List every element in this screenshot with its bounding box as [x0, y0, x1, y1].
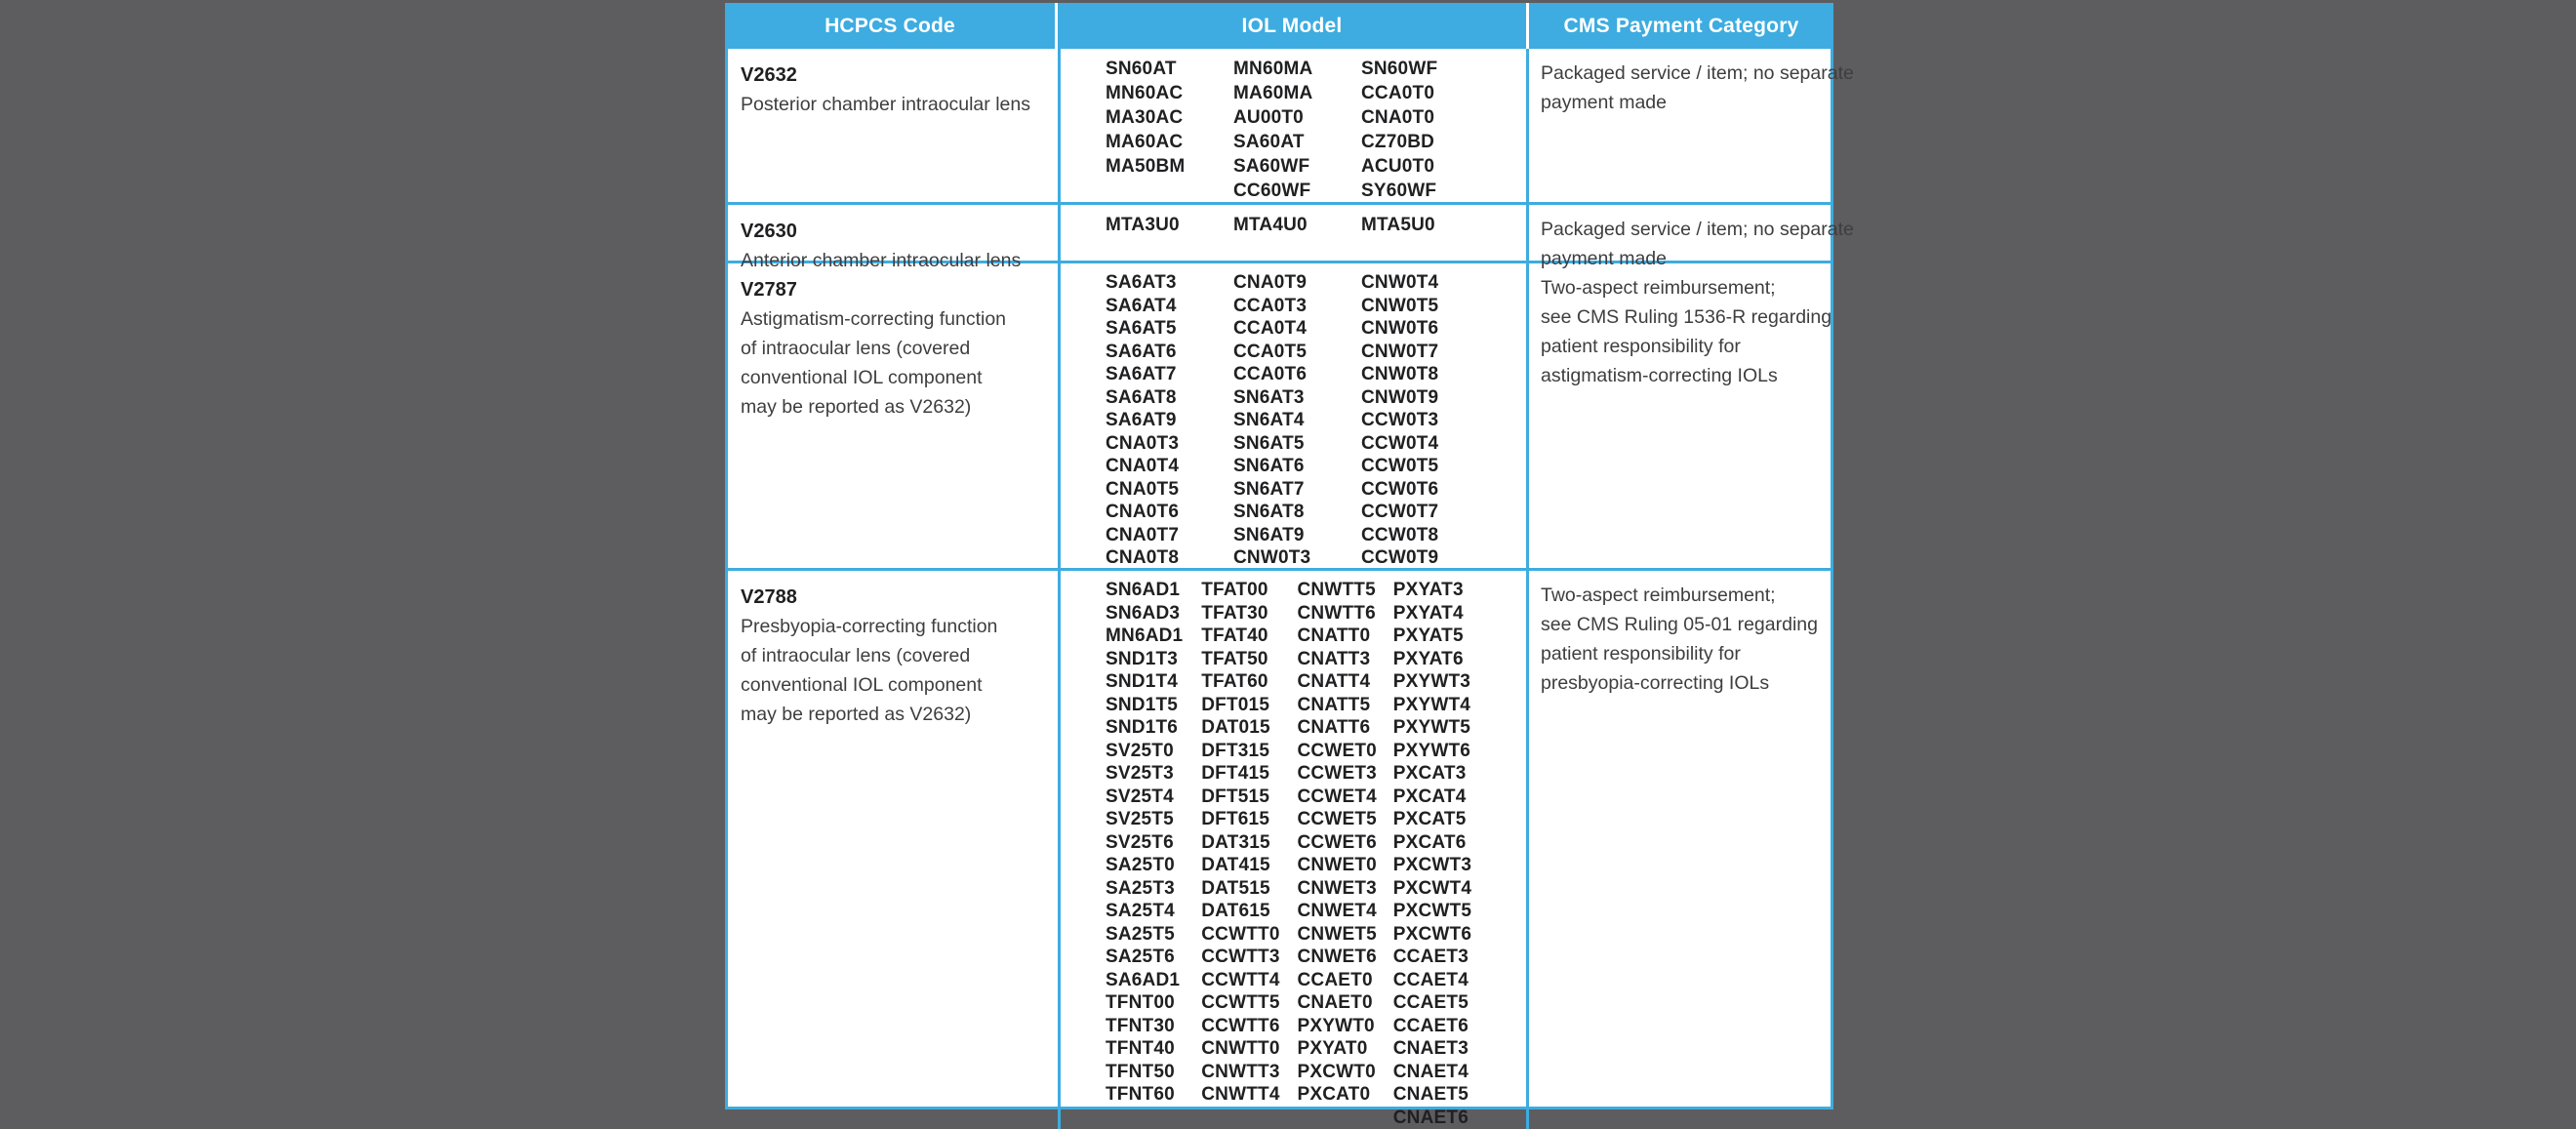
- iol-model-code: CNATT4: [1298, 670, 1393, 694]
- iol-model-code: SA60WF: [1233, 154, 1361, 179]
- iol-model-code: DFT015: [1201, 694, 1297, 717]
- iol-model-code: AU00T0: [1233, 105, 1361, 130]
- hcpcs-iol-table: [725, 3, 1833, 1109]
- iol-model-code: CCAET4: [1393, 969, 1489, 992]
- iol-model-code: SV25T3: [1106, 762, 1201, 786]
- iol-model-code: CCWET3: [1298, 762, 1393, 786]
- iol-model-code: SA6AT7: [1106, 363, 1233, 386]
- iol-model-code: SND1T3: [1106, 648, 1201, 671]
- table-row: [728, 49, 1831, 205]
- hcpcs-description: [741, 90, 1048, 119]
- iol-model-code: MA60MA: [1233, 81, 1361, 105]
- table-row: [728, 205, 1831, 263]
- payment-category-line: Packaged service / item; no separate: [1541, 215, 1821, 244]
- iol-model-code: SN6AT3: [1233, 386, 1361, 410]
- iol-model-code: CCA0T3: [1233, 295, 1361, 318]
- iol-model-code: CNWET3: [1298, 877, 1393, 901]
- iol-model-code: MA60AC: [1106, 130, 1233, 154]
- table-row: [728, 263, 1831, 571]
- iol-model-code: SV25T6: [1106, 831, 1201, 855]
- iol-model-code: TFAT30: [1201, 602, 1297, 625]
- iol-model-code: CNATT0: [1298, 625, 1393, 648]
- payment-category-line: presbyopia-correcting IOLs: [1541, 668, 1821, 698]
- iol-model-code: SND1T4: [1106, 670, 1201, 694]
- iol-model-code: TFNT30: [1106, 1015, 1201, 1038]
- iol-model-code: SN60WF: [1361, 57, 1489, 81]
- iol-model-code: CCW0T4: [1361, 432, 1489, 456]
- iol-model-code: SA6AT3: [1106, 271, 1233, 295]
- hcpcs-cell: [728, 263, 1058, 570]
- iol-model-code: CNA0T4: [1106, 455, 1233, 478]
- iol-model-column: [1106, 57, 1233, 203]
- iol-model-code: CNAET6: [1393, 1107, 1489, 1129]
- iol-model-code: SN6AT8: [1233, 501, 1361, 524]
- iol-model-code: CCA0T5: [1233, 341, 1361, 364]
- iol-model-code: SA25T6: [1106, 946, 1201, 969]
- iol-model-code: MN60MA: [1233, 57, 1361, 81]
- iol-model-code: TFAT40: [1201, 625, 1297, 648]
- iol-model-code: TFAT50: [1201, 648, 1297, 671]
- iol-model-code: CC60WF: [1233, 179, 1361, 203]
- iol-model-code: CNATT5: [1298, 694, 1393, 717]
- iol-model-code: CCW0T9: [1361, 546, 1489, 570]
- iol-model-column: [1201, 579, 1297, 1129]
- iol-model-column: [1233, 271, 1361, 570]
- iol-model-code: CNW0T8: [1361, 363, 1489, 386]
- iol-model-code: CNAET3: [1393, 1037, 1489, 1061]
- iol-model-code: MTA3U0: [1106, 213, 1233, 237]
- iol-model-code: MTA5U0: [1361, 213, 1489, 237]
- iol-model-code: SA25T4: [1106, 900, 1201, 923]
- payment-category-line: Two-aspect reimbursement;: [1541, 581, 1821, 610]
- iol-model-code: CNA0T8: [1106, 546, 1233, 570]
- iol-model-code: CNA0T7: [1106, 524, 1233, 547]
- iol-model-code: CCW0T3: [1361, 409, 1489, 432]
- hcpcs-cell: [728, 49, 1058, 203]
- description-line: may be reported as V2632): [741, 700, 1048, 729]
- iol-model-code: MTA4U0: [1233, 213, 1361, 237]
- hcpcs-cell: [728, 571, 1058, 1129]
- iol-model-column: [1106, 579, 1201, 1129]
- iol-model-code: CNWTT5: [1298, 579, 1393, 602]
- iol-model-column: [1361, 57, 1489, 203]
- iol-model-code: CCWTT3: [1201, 946, 1297, 969]
- iol-model-code: TFAT60: [1201, 670, 1297, 694]
- iol-models-cell: [1058, 49, 1526, 203]
- payment-category-line: Packaged service / item; no separate: [1541, 59, 1821, 88]
- iol-model-code: CCAET3: [1393, 946, 1489, 969]
- payment-category-line: astigmatism-correcting IOLs: [1541, 361, 1821, 390]
- iol-model-code: PXCAT3: [1393, 762, 1489, 786]
- iol-model-code: PXYWT3: [1393, 670, 1489, 694]
- iol-model-code: PXCAT4: [1393, 786, 1489, 809]
- description-line: Posterior chamber intraocular lens: [741, 90, 1048, 119]
- iol-model-code: CCA0T6: [1233, 363, 1361, 386]
- iol-model-code: PXCAT0: [1298, 1083, 1393, 1107]
- iol-model-code: SV25T0: [1106, 740, 1201, 763]
- iol-model-code: CNW0T9: [1361, 386, 1489, 410]
- payment-category-line: payment made: [1541, 244, 1821, 273]
- iol-model-code: DFT515: [1201, 786, 1297, 809]
- header-hcpcs-code: HCPCS Code: [725, 3, 1055, 49]
- iol-model-code: DAT015: [1201, 716, 1297, 740]
- iol-model-code: PXYAT3: [1393, 579, 1489, 602]
- iol-model-code: SN6AT5: [1233, 432, 1361, 456]
- description-line: of intraocular lens (covered: [741, 334, 1048, 363]
- iol-model-code: CNWET4: [1298, 900, 1393, 923]
- hcpcs-code: V2632: [741, 60, 1048, 90]
- iol-model-code: CCW0T5: [1361, 455, 1489, 478]
- iol-model-code: PXCAT5: [1393, 808, 1489, 831]
- iol-model-code: CNW0T4: [1361, 271, 1489, 295]
- cms-payment-cell: [1526, 263, 1831, 570]
- iol-model-code: CNA0T0: [1361, 105, 1489, 130]
- payment-category-line: payment made: [1541, 88, 1821, 117]
- iol-model-code: PXCWT5: [1393, 900, 1489, 923]
- iol-model-code: MN6AD1: [1106, 625, 1201, 648]
- description-line: of intraocular lens (covered: [741, 641, 1048, 670]
- iol-model-code: CNWTT6: [1298, 602, 1393, 625]
- iol-models-cell: [1058, 263, 1526, 570]
- iol-model-code: CNAET4: [1393, 1061, 1489, 1084]
- iol-model-code: PXCWT3: [1393, 854, 1489, 877]
- iol-model-code: CCAET5: [1393, 991, 1489, 1015]
- iol-model-code: SN6AD3: [1106, 602, 1201, 625]
- iol-model-code: MA30AC: [1106, 105, 1233, 130]
- iol-model-code: PXYAT5: [1393, 625, 1489, 648]
- iol-model-code: TFNT60: [1106, 1083, 1201, 1107]
- iol-model-code: SV25T5: [1106, 808, 1201, 831]
- hcpcs-code: V2630: [741, 217, 1048, 246]
- description-line: Astigmatism-correcting function: [741, 304, 1048, 334]
- iol-model-code: CCWTT4: [1201, 969, 1297, 992]
- description-line: Anterior chamber intraocular lens: [741, 246, 1048, 275]
- iol-model-code: PXCWT0: [1298, 1061, 1393, 1084]
- iol-model-code: CCAET6: [1393, 1015, 1489, 1038]
- iol-models-cell: [1058, 571, 1526, 1129]
- description-line: conventional IOL component: [741, 670, 1048, 700]
- iol-model-code: CNW0T6: [1361, 317, 1489, 341]
- iol-model-code: CNWET6: [1298, 946, 1393, 969]
- description-line: Presbyopia-correcting function: [741, 612, 1048, 641]
- iol-model-code: DAT415: [1201, 854, 1297, 877]
- iol-model-column: [1106, 271, 1233, 570]
- iol-model-code: SA6AT5: [1106, 317, 1233, 341]
- payment-category-line: see CMS Ruling 05-01 regarding: [1541, 610, 1821, 639]
- cms-payment-cell: [1526, 571, 1831, 1129]
- iol-model-code: CNA0T3: [1106, 432, 1233, 456]
- iol-model-code: CCWET4: [1298, 786, 1393, 809]
- iol-model-code: ACU0T0: [1361, 154, 1489, 179]
- iol-model-code: SN60AT: [1106, 57, 1233, 81]
- iol-model-code: DAT515: [1201, 877, 1297, 901]
- description-line: conventional IOL component: [741, 363, 1048, 392]
- iol-model-code: PXCWT6: [1393, 923, 1489, 947]
- iol-model-code: CNA0T6: [1106, 501, 1233, 524]
- iol-model-code: CNAET0: [1298, 991, 1393, 1015]
- iol-model-code: TFAT00: [1201, 579, 1297, 602]
- iol-model-code: CNWET0: [1298, 854, 1393, 877]
- iol-model-code: PXCAT6: [1393, 831, 1489, 855]
- iol-model-code: PXYWT0: [1298, 1015, 1393, 1038]
- iol-model-code: TFNT00: [1106, 991, 1201, 1015]
- table-header-row: [725, 3, 1833, 49]
- payment-category-line: patient responsibility for: [1541, 639, 1821, 668]
- iol-model-code: SN6AT9: [1233, 524, 1361, 547]
- iol-model-code: DFT315: [1201, 740, 1297, 763]
- iol-model-code: SND1T6: [1106, 716, 1201, 740]
- iol-model-column: [1361, 271, 1489, 570]
- iol-model-code: PXYWT5: [1393, 716, 1489, 740]
- iol-model-code: CNW0T3: [1233, 546, 1361, 570]
- iol-model-code: CNWTT3: [1201, 1061, 1297, 1084]
- iol-model-code: SND1T5: [1106, 694, 1201, 717]
- iol-model-code: SN6AT6: [1233, 455, 1361, 478]
- header-cms-payment-category: CMS Payment Category: [1529, 3, 1833, 49]
- iol-model-code: SA6AT6: [1106, 341, 1233, 364]
- hcpcs-code: V2787: [741, 275, 1048, 304]
- iol-model-code: CNW0T5: [1361, 295, 1489, 318]
- hcpcs-code: V2788: [741, 583, 1048, 612]
- iol-model-code: SA6AT9: [1106, 409, 1233, 432]
- iol-model-code: SY60WF: [1361, 179, 1489, 203]
- iol-model-code: CNW0T7: [1361, 341, 1489, 364]
- iol-model-column: [1393, 579, 1489, 1129]
- iol-model-code: SA6AT4: [1106, 295, 1233, 318]
- iol-model-code: CNA0T5: [1106, 478, 1233, 502]
- iol-model-code: PXCWT4: [1393, 877, 1489, 901]
- iol-model-code: TFNT50: [1106, 1061, 1201, 1084]
- iol-model-code: CNWET5: [1298, 923, 1393, 947]
- description-line: may be reported as V2632): [741, 392, 1048, 422]
- iol-model-code: MN60AC: [1106, 81, 1233, 105]
- iol-model-code: DFT415: [1201, 762, 1297, 786]
- iol-model-code: DFT615: [1201, 808, 1297, 831]
- iol-model-code: CCA0T0: [1361, 81, 1489, 105]
- iol-model-code: PXYAT6: [1393, 648, 1489, 671]
- iol-model-code: CCW0T6: [1361, 478, 1489, 502]
- hcpcs-description: [741, 612, 1048, 729]
- iol-model-code: SA60AT: [1233, 130, 1361, 154]
- iol-model-code: SN6AT7: [1233, 478, 1361, 502]
- iol-model-code: PXYWT4: [1393, 694, 1489, 717]
- iol-model-code: CNWTT4: [1201, 1083, 1297, 1107]
- hcpcs-description: [741, 304, 1048, 422]
- iol-model-code: CCW0T7: [1361, 501, 1489, 524]
- iol-model-code: CNATT6: [1298, 716, 1393, 740]
- iol-model-code: PXYAT0: [1298, 1037, 1393, 1061]
- iol-model-code: CCAET0: [1298, 969, 1393, 992]
- iol-model-code: SN6AT4: [1233, 409, 1361, 432]
- table-row: [728, 571, 1831, 1109]
- iol-model-code: CCWTT0: [1201, 923, 1297, 947]
- iol-model-code: SA6AD1: [1106, 969, 1201, 992]
- iol-model-code: CCWET5: [1298, 808, 1393, 831]
- cms-payment-cell: [1526, 49, 1831, 203]
- iol-model-code: CCA0T4: [1233, 317, 1361, 341]
- header-iol-model: IOL Model: [1058, 3, 1526, 49]
- iol-model-code: CNAET5: [1393, 1083, 1489, 1107]
- payment-category-line: see CMS Ruling 1536-R regarding: [1541, 302, 1821, 332]
- iol-model-code: CCWET6: [1298, 831, 1393, 855]
- iol-model-code: MA50BM: [1106, 154, 1233, 179]
- iol-model-code: SA25T5: [1106, 923, 1201, 947]
- iol-model-column: [1298, 579, 1393, 1129]
- iol-model-code: DAT615: [1201, 900, 1297, 923]
- iol-model-code: CNATT3: [1298, 648, 1393, 671]
- iol-model-code: CNA0T9: [1233, 271, 1361, 295]
- iol-model-code: CCWET0: [1298, 740, 1393, 763]
- payment-category-line: patient responsibility for: [1541, 332, 1821, 361]
- iol-model-code: CNWTT0: [1201, 1037, 1297, 1061]
- iol-model-code: TFNT40: [1106, 1037, 1201, 1061]
- iol-model-code: PXYWT6: [1393, 740, 1489, 763]
- table-body: [725, 49, 1833, 1109]
- iol-model-code: SA25T3: [1106, 877, 1201, 901]
- iol-model-code: PXYAT4: [1393, 602, 1489, 625]
- iol-model-code: CZ70BD: [1361, 130, 1489, 154]
- iol-model-code: DAT315: [1201, 831, 1297, 855]
- iol-model-code: SA6AT8: [1106, 386, 1233, 410]
- iol-model-code: CCWTT6: [1201, 1015, 1297, 1038]
- iol-model-code: SV25T4: [1106, 786, 1201, 809]
- iol-model-code: CCWTT5: [1201, 991, 1297, 1015]
- payment-category-line: Two-aspect reimbursement;: [1541, 273, 1821, 302]
- iol-model-code: CCW0T8: [1361, 524, 1489, 547]
- iol-model-code: SN6AD1: [1106, 579, 1201, 602]
- iol-model-column: [1233, 57, 1361, 203]
- iol-model-code: SA25T0: [1106, 854, 1201, 877]
